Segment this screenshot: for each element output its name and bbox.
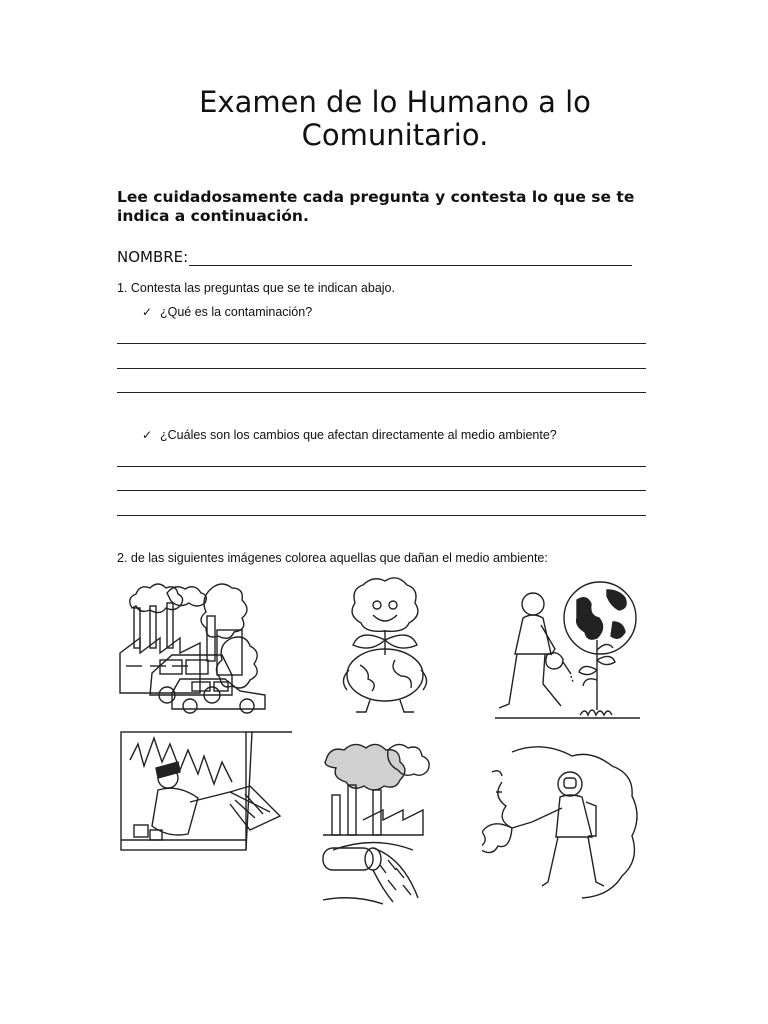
- title-line-1: Examen de lo Humano a lo: [199, 85, 591, 119]
- check-mark-icon: ✓: [142, 305, 153, 319]
- question-1: 1. Contesta las preguntas que se te indican abajo.: [117, 281, 395, 295]
- sub-question-1-text: ¿Qué es la contaminación?: [160, 305, 313, 319]
- tree-cutting-image[interactable]: [120, 730, 292, 852]
- exam-title: [150, 86, 640, 152]
- polluted-water-image[interactable]: [318, 740, 438, 908]
- check-mark-icon: ✓: [142, 428, 153, 442]
- answer-line[interactable]: [117, 490, 646, 491]
- answer-line[interactable]: [117, 343, 646, 344]
- question-2: 2. de las siguientes imágenes colorea aquellas que dañan el medio ambiente:: [117, 551, 548, 565]
- sub-question-2-text: ¿Cuáles son los cambios que afectan directamente al medio ambiente?: [160, 428, 557, 442]
- pesticide-spraying-image[interactable]: [482, 742, 642, 902]
- sub-question-1: [142, 305, 312, 319]
- name-label: NOMBRE:: [117, 248, 189, 266]
- name-answer-line[interactable]: [189, 251, 632, 266]
- answer-line[interactable]: [117, 368, 646, 369]
- sub-question-2: [142, 428, 557, 442]
- instructions: Lee cuidadosamente cada pregunta y contesta lo que se te indica a continuación.: [117, 188, 635, 225]
- answer-line[interactable]: [117, 515, 646, 516]
- answer-line[interactable]: [117, 466, 646, 467]
- title-line-2: Comunitario.: [301, 118, 489, 152]
- name-row: [117, 248, 632, 266]
- happy-plant-image[interactable]: [335, 575, 435, 720]
- factory-pollution-image[interactable]: [112, 578, 287, 718]
- boy-watering-tree-image[interactable]: [485, 580, 647, 722]
- answer-line[interactable]: [117, 392, 646, 393]
